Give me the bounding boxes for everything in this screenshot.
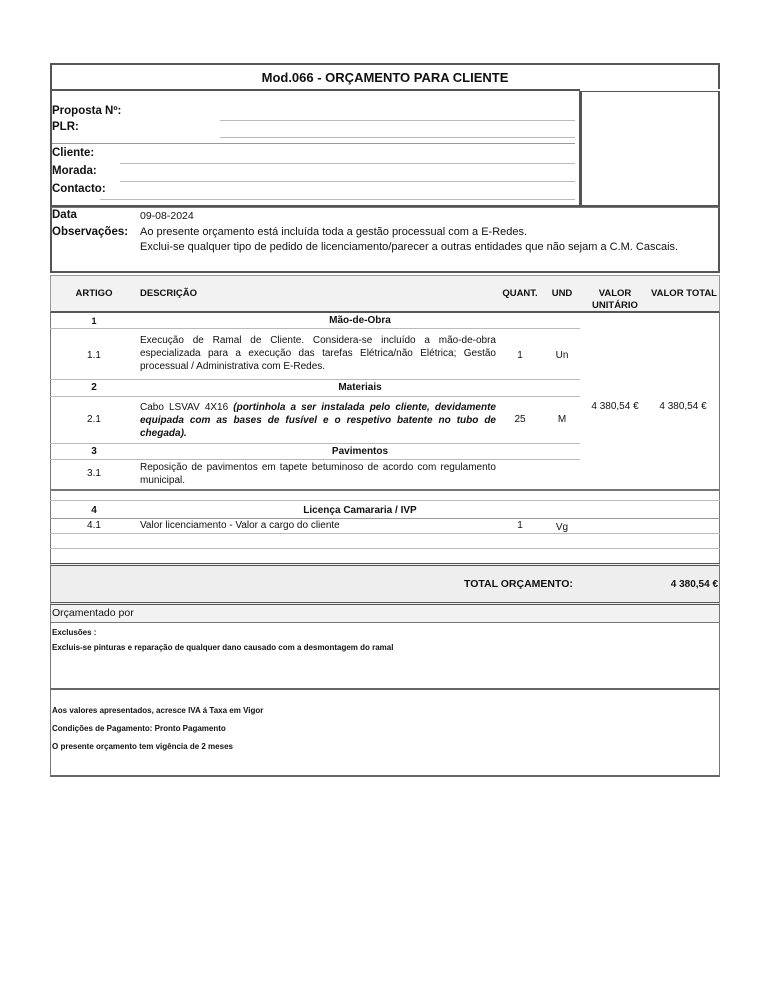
section-num: 4 bbox=[91, 505, 97, 516]
item-num: 1.1 bbox=[87, 350, 101, 361]
col-descricao: DESCRIÇÃO bbox=[140, 288, 198, 299]
valor-unitario: 4 380,54 € bbox=[591, 401, 639, 412]
document-title: Mod.066 - ORÇAMENTO PARA CLIENTE bbox=[50, 63, 720, 89]
contacto-label: Contacto: bbox=[52, 183, 106, 195]
exclusoes-text-a: Excluis-se pinturas e reparação de qualquer bbox=[52, 643, 221, 652]
item-und: M bbox=[557, 414, 567, 425]
data-value: 09-08-2024 bbox=[140, 210, 194, 222]
item-desc: Execução de Ramal de Cliente. Considera-se incluído a mão-de-obra especializada para a execução das tarefas Elétrica/não Elétrica; Gestão processual / Administrativa com E-Redes. bbox=[140, 335, 496, 372]
orcamentado-row bbox=[50, 605, 720, 623]
col-valor-unitario-1: VALOR bbox=[598, 288, 632, 299]
client-info-box bbox=[50, 89, 580, 207]
section-title: Pavimentos bbox=[331, 446, 389, 457]
note-pagamento: Condições de Pagamento: Pronto Pagamento bbox=[52, 724, 226, 733]
valor-total: 4 380,54 € bbox=[659, 401, 707, 412]
exclusoes-text bbox=[52, 643, 393, 652]
item-und: Un bbox=[555, 350, 569, 361]
col-valor-unitario-2: UNITÁRIO bbox=[592, 300, 638, 311]
exclusoes-label: Exclusões : bbox=[52, 628, 97, 637]
observacoes-line1: Ao presente orçamento está incluída toda a gestão processual com a E-Redes. bbox=[140, 226, 528, 238]
section-title: Mão-de-Obra bbox=[329, 315, 391, 326]
exclusoes-text-b: dano causado com a desmontagem do ramal bbox=[222, 643, 394, 652]
item-desc: Valor licenciamento - Valor a cargo do cliente bbox=[140, 520, 340, 531]
cliente-label: Cliente: bbox=[52, 147, 95, 159]
notes-box bbox=[50, 690, 720, 777]
item-desc bbox=[140, 401, 496, 440]
item-quant: 25 bbox=[514, 414, 526, 425]
observacoes-label: Observações: bbox=[52, 226, 129, 238]
proposta-label: Proposta Nº: bbox=[52, 105, 122, 117]
item-num: 2.1 bbox=[87, 414, 101, 425]
total-value: 4 380,54 € bbox=[670, 579, 718, 590]
section-title: Materiais bbox=[338, 382, 382, 393]
exclusoes-box bbox=[50, 623, 720, 690]
logo-box bbox=[580, 91, 720, 207]
item-desc-plain: Cabo LSVAV 4X16 bbox=[140, 402, 234, 413]
item-desc-emphasis: (portinhola a ser instalada pelo cliente, devidamente equipada com as bases de fusível e o respetivo batente no tubo de chegada). bbox=[140, 402, 496, 439]
item-quant: 1 bbox=[517, 520, 523, 531]
section-num: 1 bbox=[91, 316, 97, 326]
col-artigo: ARTIGO bbox=[75, 288, 113, 299]
item-num: 3.1 bbox=[87, 468, 101, 479]
item-quant: 1 bbox=[517, 350, 523, 361]
section-num: 3 bbox=[91, 446, 97, 457]
data-label: Data bbox=[52, 209, 77, 221]
item-desc: Reposição de pavimentos em tapete betuminoso de acordo com regulamento municipal. bbox=[140, 462, 496, 486]
note-iva: Aos valores apresentados, acresce IVA á Taxa em Vigor bbox=[52, 706, 264, 715]
section-title: Licença Camararia / IVP bbox=[303, 505, 417, 516]
plr-label: PLR: bbox=[52, 121, 79, 133]
morada-label: Morada: bbox=[52, 165, 97, 177]
orcamentado-por-label: Orçamentado por bbox=[52, 607, 134, 619]
note-vigencia: O presente orçamento tem vigência de 2 meses bbox=[52, 742, 233, 751]
col-und: UND bbox=[551, 288, 573, 299]
item-und: Vg bbox=[555, 522, 569, 533]
observacoes-line2: Exclui-se qualquer tipo de pedido de licenciamento/parecer a outras entidades que não sejam a C.M. Cascais. bbox=[140, 241, 679, 253]
col-quant: QUANT. bbox=[502, 288, 538, 299]
total-label: TOTAL ORÇAMENTO: bbox=[464, 578, 573, 590]
item-num: 4.1 bbox=[87, 520, 101, 531]
total-row bbox=[50, 563, 720, 605]
section-num: 2 bbox=[91, 382, 97, 393]
col-valor-total: VALOR TOTAL bbox=[651, 288, 717, 299]
